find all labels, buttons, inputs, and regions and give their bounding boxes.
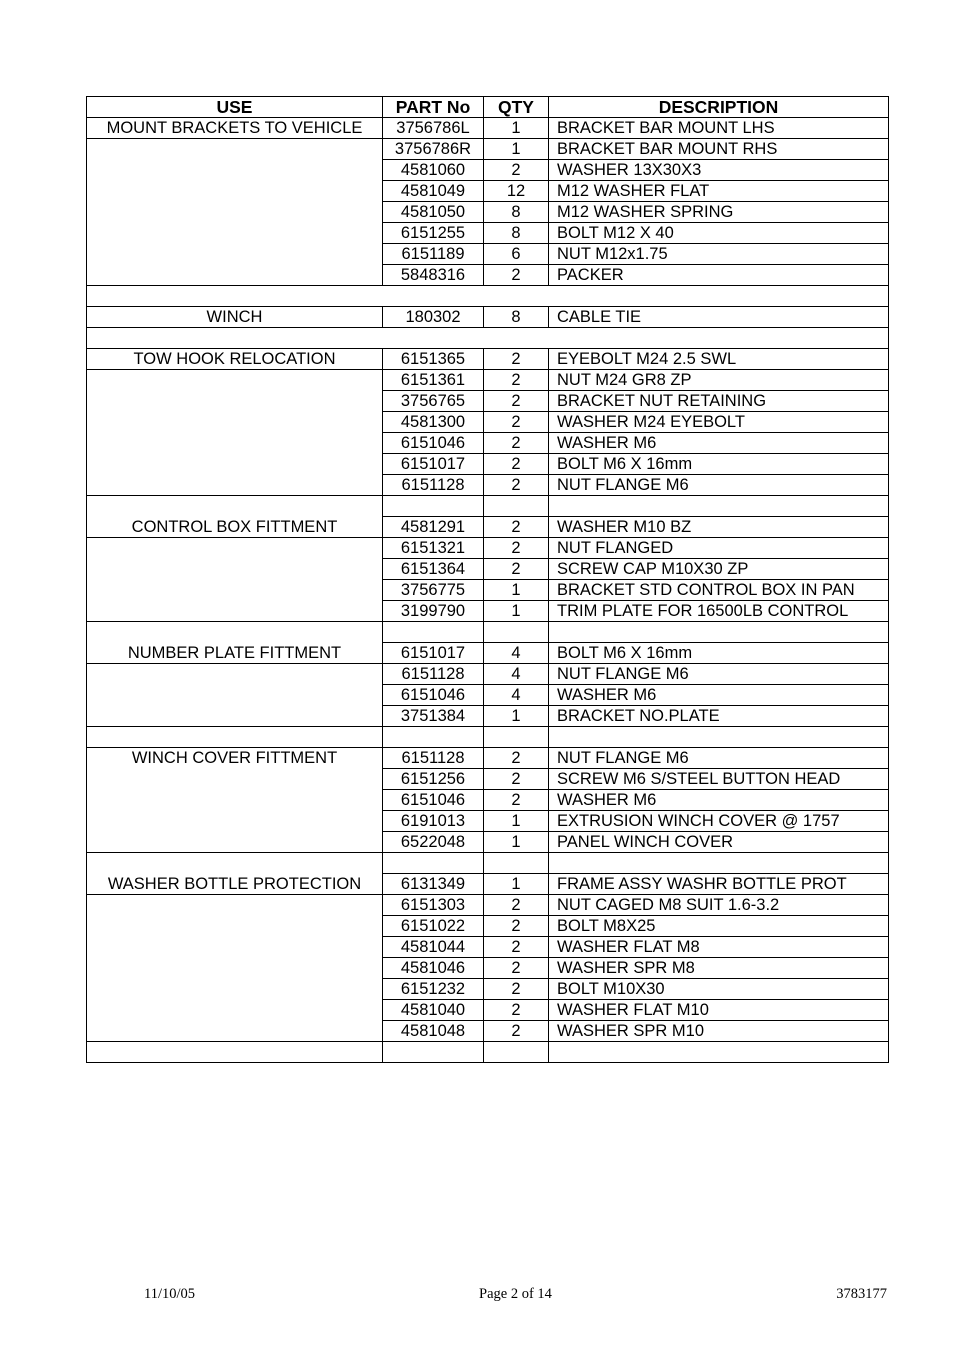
table-row (87, 1021, 889, 1042)
use-cell: WINCH (87, 307, 383, 328)
part-number-cell: 6151128 (383, 748, 484, 769)
part-number-cell: 6151303 (383, 895, 484, 916)
part-number-cell: 6191013 (383, 811, 484, 832)
part-number-cell: 6151256 (383, 769, 484, 790)
spacer-row (87, 286, 889, 307)
spacer-cell-desc (549, 1042, 889, 1063)
description-cell: WASHER 13X30X3 (549, 160, 889, 181)
table-row (87, 790, 889, 811)
part-number-cell: 180302 (383, 307, 484, 328)
description-cell: NUT M12x1.75 (549, 244, 889, 265)
spacer-cell-use (87, 727, 383, 748)
use-cell (87, 433, 383, 454)
part-number-cell: 6151361 (383, 370, 484, 391)
qty-cell: 2 (484, 454, 549, 475)
description-cell: WASHER SPR M10 (549, 1021, 889, 1042)
table-row (87, 223, 889, 244)
description-cell: M12 WASHER SPRING (549, 202, 889, 223)
spacer-cell (87, 286, 889, 307)
description-cell: BOLT M6 X 16mm (549, 454, 889, 475)
table-row (87, 202, 889, 223)
part-number-cell: 4581044 (383, 937, 484, 958)
description-cell: BRACKET NO.PLATE (549, 706, 889, 727)
use-cell: TOW HOOK RELOCATION (87, 349, 383, 370)
table-row (87, 559, 889, 580)
qty-cell: 4 (484, 664, 549, 685)
part-number-cell: 3756786R (383, 139, 484, 160)
qty-cell: 1 (484, 832, 549, 853)
qty-cell: 1 (484, 139, 549, 160)
description-cell: NUT CAGED M8 SUIT 1.6-3.2 (549, 895, 889, 916)
spacer-cell-desc (549, 853, 889, 874)
qty-cell: 2 (484, 538, 549, 559)
description-cell: WASHER FLAT M10 (549, 1000, 889, 1021)
parts-table (86, 96, 889, 1063)
table-row (87, 307, 889, 328)
spacer-cell-desc (549, 622, 889, 643)
description-cell: NUT FLANGE M6 (549, 748, 889, 769)
description-cell: WASHER SPR M8 (549, 958, 889, 979)
part-number-cell: 6151046 (383, 685, 484, 706)
spacer-row (87, 727, 889, 748)
description-cell: NUT FLANGE M6 (549, 475, 889, 496)
use-cell: WINCH COVER FITTMENT (87, 748, 383, 769)
use-cell (87, 601, 383, 622)
part-number-cell: 3751384 (383, 706, 484, 727)
use-cell: MOUNT BRACKETS TO VEHICLE (87, 118, 383, 139)
description-cell: BOLT M10X30 (549, 979, 889, 1000)
table-row (87, 769, 889, 790)
spacer-cell-desc (549, 496, 889, 517)
qty-cell: 2 (484, 160, 549, 181)
table-row (87, 538, 889, 559)
description-cell: BOLT M6 X 16mm (549, 643, 889, 664)
qty-cell: 6 (484, 244, 549, 265)
description-cell: WASHER M6 (549, 790, 889, 811)
table-row (87, 811, 889, 832)
table-row (87, 580, 889, 601)
part-number-cell: 3756786L (383, 118, 484, 139)
qty-cell: 2 (484, 748, 549, 769)
use-cell (87, 937, 383, 958)
use-cell (87, 181, 383, 202)
spacer-cell-part (383, 853, 484, 874)
part-number-cell: 4581049 (383, 181, 484, 202)
description-cell: WASHER M6 (549, 685, 889, 706)
use-cell (87, 832, 383, 853)
use-cell: NUMBER PLATE FITTMENT (87, 643, 383, 664)
qty-cell: 1 (484, 874, 549, 895)
table-row (87, 601, 889, 622)
use-cell (87, 475, 383, 496)
part-number-cell: 6151232 (383, 979, 484, 1000)
description-cell: BRACKET NUT RETAINING (549, 391, 889, 412)
part-number-cell: 6151046 (383, 790, 484, 811)
use-cell (87, 1021, 383, 1042)
qty-cell: 8 (484, 223, 549, 244)
table-row (87, 160, 889, 181)
description-cell: EXTRUSION WINCH COVER @ 1757 (549, 811, 889, 832)
part-number-cell: 6151046 (383, 433, 484, 454)
part-number-cell: 4581046 (383, 958, 484, 979)
footer-page-number: Page 2 of 14 (479, 1286, 552, 1302)
part-number-cell: 6151128 (383, 664, 484, 685)
use-cell (87, 223, 383, 244)
table-row (87, 979, 889, 1000)
table-row (87, 391, 889, 412)
use-cell (87, 139, 383, 160)
header-use: USE (87, 97, 383, 118)
table-row (87, 643, 889, 664)
table-row (87, 895, 889, 916)
spacer-cell-part (383, 1042, 484, 1063)
use-cell: CONTROL BOX FITTMENT (87, 517, 383, 538)
table-row (87, 412, 889, 433)
qty-cell: 2 (484, 475, 549, 496)
use-cell (87, 685, 383, 706)
table-row (87, 874, 889, 895)
spacer-cell-desc (549, 727, 889, 748)
description-cell: EYEBOLT M24 2.5 SWL (549, 349, 889, 370)
table-row (87, 517, 889, 538)
description-cell: SCREW M6 S/STEEL BUTTON HEAD (549, 769, 889, 790)
use-cell (87, 811, 383, 832)
table-row (87, 475, 889, 496)
use-cell (87, 664, 383, 685)
qty-cell: 2 (484, 916, 549, 937)
qty-cell: 2 (484, 412, 549, 433)
description-cell: BRACKET BAR MOUNT RHS (549, 139, 889, 160)
use-cell (87, 538, 383, 559)
table-row (87, 433, 889, 454)
qty-cell: 1 (484, 811, 549, 832)
use-cell (87, 790, 383, 811)
part-number-cell: 6151022 (383, 916, 484, 937)
part-number-cell: 4581060 (383, 160, 484, 181)
spacer-cell-use (87, 1042, 383, 1063)
part-number-cell: 6151017 (383, 643, 484, 664)
spacer-cell-part (383, 727, 484, 748)
header-part-no: PART No (383, 97, 484, 118)
spacer-cell (87, 328, 889, 349)
part-number-cell: 3756775 (383, 580, 484, 601)
qty-cell: 2 (484, 349, 549, 370)
use-cell (87, 916, 383, 937)
spacer-cell-use (87, 496, 383, 517)
table-row (87, 244, 889, 265)
qty-cell: 2 (484, 1000, 549, 1021)
use-cell (87, 265, 383, 286)
description-cell: CABLE TIE (549, 307, 889, 328)
qty-cell: 2 (484, 790, 549, 811)
part-number-cell: 5848316 (383, 265, 484, 286)
part-number-cell: 6151364 (383, 559, 484, 580)
qty-cell: 2 (484, 895, 549, 916)
qty-cell: 2 (484, 265, 549, 286)
use-cell (87, 244, 383, 265)
spacer-cell-qty (484, 622, 549, 643)
spacer-cell-qty (484, 853, 549, 874)
description-cell: NUT M24 GR8 ZP (549, 370, 889, 391)
table-row (87, 370, 889, 391)
qty-cell: 2 (484, 391, 549, 412)
qty-cell: 8 (484, 202, 549, 223)
use-cell (87, 979, 383, 1000)
part-number-cell: 6522048 (383, 832, 484, 853)
qty-cell: 2 (484, 559, 549, 580)
part-number-cell: 6151189 (383, 244, 484, 265)
description-cell: WASHER FLAT M8 (549, 937, 889, 958)
qty-cell: 2 (484, 769, 549, 790)
description-cell: BOLT M12 X 40 (549, 223, 889, 244)
table-row (87, 832, 889, 853)
part-number-cell: 4581040 (383, 1000, 484, 1021)
spacer-cell-part (383, 496, 484, 517)
description-cell: PACKER (549, 265, 889, 286)
qty-cell: 1 (484, 706, 549, 727)
description-cell: FRAME ASSY WASHR BOTTLE PROT (549, 874, 889, 895)
spacer-row (87, 853, 889, 874)
part-number-cell: 6151365 (383, 349, 484, 370)
qty-cell: 2 (484, 433, 549, 454)
use-cell (87, 559, 383, 580)
table-row (87, 916, 889, 937)
table-row (87, 1000, 889, 1021)
table-row (87, 706, 889, 727)
description-cell: BRACKET BAR MOUNT LHS (549, 118, 889, 139)
description-cell: BOLT M8X25 (549, 916, 889, 937)
table-row (87, 664, 889, 685)
part-number-cell: 4581291 (383, 517, 484, 538)
table-row (87, 181, 889, 202)
header-qty: QTY (484, 97, 549, 118)
table-row (87, 118, 889, 139)
use-cell (87, 958, 383, 979)
part-number-cell: 4581048 (383, 1021, 484, 1042)
qty-cell: 2 (484, 517, 549, 538)
table-row (87, 685, 889, 706)
qty-cell: 2 (484, 979, 549, 1000)
spacer-row (87, 496, 889, 517)
description-cell: SCREW CAP M10X30 ZP (549, 559, 889, 580)
footer-date: 11/10/05 (144, 1286, 196, 1302)
spacer-cell-part (383, 622, 484, 643)
qty-cell: 2 (484, 370, 549, 391)
spacer-cell-qty (484, 1042, 549, 1063)
use-cell (87, 895, 383, 916)
part-number-cell: 6151017 (383, 454, 484, 475)
description-cell: PANEL WINCH COVER (549, 832, 889, 853)
part-number-cell: 4581050 (383, 202, 484, 223)
use-cell (87, 454, 383, 475)
table-header (87, 97, 889, 118)
header-description: DESCRIPTION (549, 97, 889, 118)
qty-cell: 1 (484, 118, 549, 139)
table-row (87, 454, 889, 475)
use-cell (87, 412, 383, 433)
part-number-cell: 6151128 (383, 475, 484, 496)
qty-cell: 2 (484, 958, 549, 979)
qty-cell: 4 (484, 685, 549, 706)
description-cell: WASHER M6 (549, 433, 889, 454)
footer-document-number: 3783177 (836, 1286, 887, 1302)
use-cell (87, 769, 383, 790)
table-row (87, 349, 889, 370)
use-cell (87, 160, 383, 181)
spacer-cell-use (87, 622, 383, 643)
part-number-cell: 4581300 (383, 412, 484, 433)
description-cell: WASHER M24 EYEBOLT (549, 412, 889, 433)
table-body (87, 118, 889, 1063)
use-cell (87, 580, 383, 601)
qty-cell: 2 (484, 937, 549, 958)
spacer-row (87, 622, 889, 643)
spacer-cell-qty (484, 496, 549, 517)
part-number-cell: 6151321 (383, 538, 484, 559)
table-row (87, 958, 889, 979)
spacer-row (87, 328, 889, 349)
use-cell (87, 202, 383, 223)
use-cell (87, 370, 383, 391)
qty-cell: 1 (484, 580, 549, 601)
description-cell: BRACKET STD CONTROL BOX IN PAN (549, 580, 889, 601)
description-cell: NUT FLANGE M6 (549, 664, 889, 685)
part-number-cell: 6131349 (383, 874, 484, 895)
description-cell: NUT FLANGED (549, 538, 889, 559)
header-row (87, 97, 889, 118)
use-cell (87, 706, 383, 727)
spacer-cell-use (87, 853, 383, 874)
use-cell (87, 391, 383, 412)
spacer-cell-qty (484, 727, 549, 748)
description-cell: M12 WASHER FLAT (549, 181, 889, 202)
table-row (87, 748, 889, 769)
table-row (87, 265, 889, 286)
use-cell (87, 1000, 383, 1021)
qty-cell: 12 (484, 181, 549, 202)
spacer-row (87, 1042, 889, 1063)
description-cell: TRIM PLATE FOR 16500LB CONTROL (549, 601, 889, 622)
qty-cell: 8 (484, 307, 549, 328)
qty-cell: 2 (484, 1021, 549, 1042)
table-row (87, 937, 889, 958)
part-number-cell: 6151255 (383, 223, 484, 244)
description-cell: WASHER M10 BZ (549, 517, 889, 538)
qty-cell: 4 (484, 643, 549, 664)
use-cell: WASHER BOTTLE PROTECTION (87, 874, 383, 895)
part-number-cell: 3756765 (383, 391, 484, 412)
table-row (87, 139, 889, 160)
qty-cell: 1 (484, 601, 549, 622)
part-number-cell: 3199790 (383, 601, 484, 622)
